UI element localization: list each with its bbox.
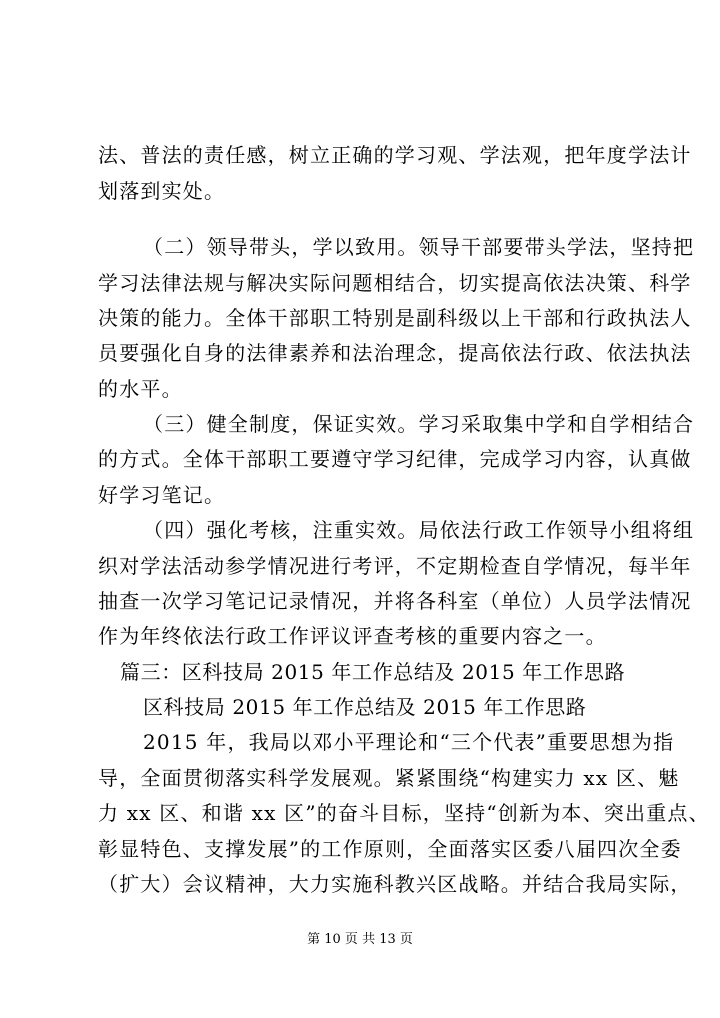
text-line: （四）强化考核，注重实效。局依法行政工作领导小组将组 bbox=[143, 518, 695, 542]
text-line: 2015 年，我局以邓小平理论和“三个代表”重要思想为指 bbox=[143, 730, 675, 754]
text-line: 织对学法活动参学情况进行考评，不定期检查自学情况，每半年 bbox=[98, 554, 692, 578]
text-line: （三）健全制度，保证实效。学习采取集中学和自学相结合 bbox=[143, 412, 695, 436]
section-heading: 篇三：区科技局 2015 年工作总结及 2015 年工作思路 bbox=[120, 660, 626, 684]
text-line: 抽查一次学习笔记记录情况，并将各科室（单位）人员学法情况 bbox=[98, 589, 692, 613]
text-line: 员要强化自身的法律素养和法治理念，提高依法行政、依法执法 bbox=[98, 341, 692, 365]
text-line: 的水平。 bbox=[98, 377, 183, 401]
text-line: 的方式。全体干部职工要遵守学习纪律，完成学习内容，认真做 bbox=[98, 447, 692, 471]
text-line: 学习法律法规与解决实际问题相结合，切实提高依法决策、科学 bbox=[98, 271, 692, 295]
text-line: 好学习笔记。 bbox=[98, 483, 226, 507]
text-line: （二）领导带头，学以致用。领导干部要带头学法，坚持把 bbox=[143, 235, 695, 259]
document-title: 区科技局 2015 年工作总结及 2015 年工作思路 bbox=[143, 695, 587, 719]
text-line: 决策的能力。全体干部职工特别是副科级以上干部和行政执法人 bbox=[98, 306, 692, 330]
text-line: 导，全面贯彻落实科学发展观。紧紧围绕“构建实力 xx 区、魅 bbox=[98, 766, 680, 790]
text-line: （扩大）会议精神，大力实施科教兴区战略。并结合我局实际， bbox=[98, 872, 692, 896]
text-line: 作为年终依法行政工作评议评查考核的重要内容之一。 bbox=[98, 624, 607, 648]
page-number: 第 10 页 共 13 页 bbox=[307, 932, 413, 947]
text-line: 力 xx 区、和谐 xx 区”的奋斗目标，坚持“创新为本、突出重点、 bbox=[98, 801, 710, 825]
text-line: 划落到实处。 bbox=[98, 179, 226, 203]
text-line: 法、普法的责任感，树立正确的学习观、学法观，把年度学法计 bbox=[98, 143, 692, 167]
text-line: 彰显特色、支撑发展”的工作原则，全面落实区委八届四次全委 bbox=[98, 837, 682, 861]
